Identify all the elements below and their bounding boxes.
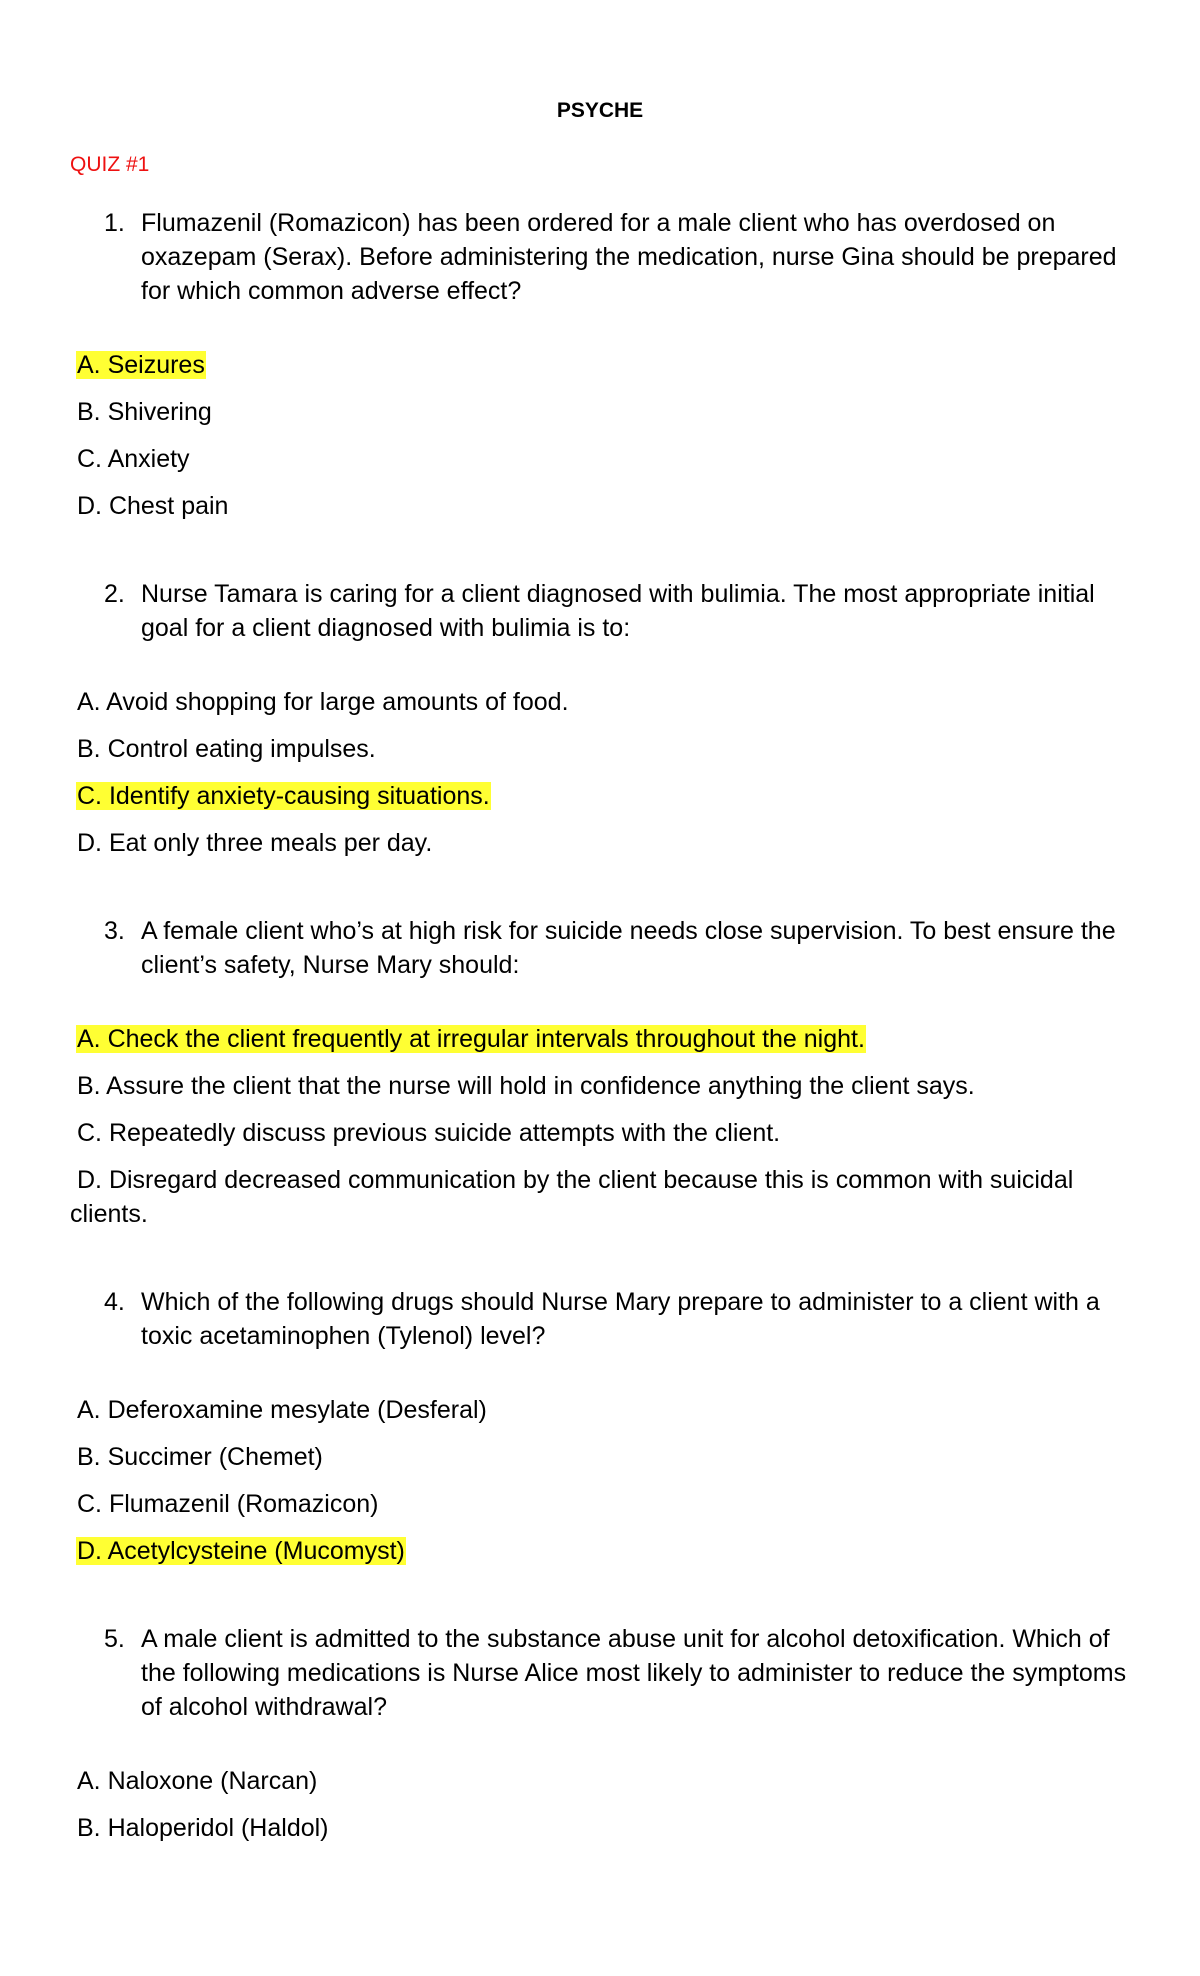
question-number: 1. bbox=[104, 209, 125, 237]
option-c bbox=[70, 1116, 1130, 1150]
option-text: C. Repeatedly discuss previous suicide attempts with the client. bbox=[77, 1119, 781, 1147]
option-text: C. Anxiety bbox=[77, 445, 190, 473]
question-number: 2. bbox=[104, 580, 125, 608]
option-text: C. Identify anxiety-causing situations. bbox=[77, 782, 490, 810]
question-number: 4. bbox=[104, 1288, 125, 1316]
option-text: A. Avoid shopping for large amounts of food. bbox=[77, 688, 569, 716]
option-text: A. Seizures bbox=[77, 351, 205, 379]
option-text: D. Acetylcysteine (Mucomyst) bbox=[77, 1537, 405, 1565]
question-number: 5. bbox=[104, 1625, 125, 1653]
option-b bbox=[70, 395, 1130, 429]
question-2 bbox=[70, 577, 1130, 645]
option-d bbox=[70, 1534, 1130, 1568]
option-b bbox=[70, 732, 1130, 766]
option-c bbox=[70, 442, 1130, 476]
option-text: B. Haloperidol (Haldol) bbox=[77, 1814, 329, 1842]
question-text: Nurse Tamara is caring for a client diagnosed with bulimia. The most appropriate initial goal for a client diagnosed with bulimia is to: bbox=[141, 580, 1095, 642]
question-text: A female client who’s at high risk for suicide needs close supervision. To best ensure the client’s safety, Nurse Mary should: bbox=[141, 917, 1116, 979]
option-b bbox=[70, 1069, 1130, 1103]
option-text: B. Assure the client that the nurse will hold in confidence anything the client says. bbox=[77, 1072, 975, 1100]
question-3-options bbox=[70, 1022, 1130, 1231]
option-c bbox=[70, 779, 1130, 813]
option-d bbox=[70, 826, 1130, 860]
question-2-options bbox=[70, 685, 1130, 860]
option-b bbox=[70, 1440, 1130, 1474]
option-text: A. Naloxone (Narcan) bbox=[77, 1767, 318, 1795]
option-c bbox=[70, 1487, 1130, 1521]
option-a bbox=[70, 1022, 1130, 1056]
question-1-options bbox=[70, 348, 1130, 523]
quiz-label: QUIZ #1 bbox=[70, 153, 150, 176]
question-5 bbox=[70, 1622, 1130, 1724]
question-number: 3. bbox=[104, 917, 125, 945]
option-text: D. Eat only three meals per day. bbox=[77, 829, 433, 857]
document-title: PSYCHE bbox=[556, 99, 644, 122]
option-text: D. Disregard decreased communication by the client because this is common with suicidal clients. bbox=[70, 1166, 1074, 1228]
question-5-options bbox=[70, 1764, 1130, 1845]
question-4-options bbox=[70, 1393, 1130, 1568]
option-text: C. Flumazenil (Romazicon) bbox=[77, 1490, 379, 1518]
question-3 bbox=[70, 914, 1130, 982]
option-d bbox=[70, 489, 1130, 523]
option-text: B. Control eating impulses. bbox=[77, 735, 376, 763]
question-1 bbox=[70, 206, 1130, 308]
option-text: A. Check the client frequently at irregular intervals throughout the night. bbox=[77, 1025, 865, 1053]
option-text: D. Chest pain bbox=[77, 492, 229, 520]
option-b bbox=[70, 1811, 1130, 1845]
question-text: A male client is admitted to the substance abuse unit for alcohol detoxification. Which of the following medications is Nurse Alice most likely to administer to reduce the symptoms of alcohol withdrawal? bbox=[141, 1625, 1127, 1721]
option-a bbox=[70, 1764, 1130, 1798]
option-a bbox=[70, 348, 1130, 382]
option-a bbox=[70, 685, 1130, 719]
option-d bbox=[70, 1163, 1130, 1231]
option-a bbox=[70, 1393, 1130, 1427]
option-text: B. Succimer (Chemet) bbox=[77, 1443, 323, 1471]
question-text: Flumazenil (Romazicon) has been ordered for a male client who has overdosed on oxazepam (Serax). Before administering the medication, nurse Gina should be prepared for which common adverse effect? bbox=[141, 209, 1117, 305]
option-text: B. Shivering bbox=[77, 398, 212, 426]
question-4 bbox=[70, 1285, 1130, 1353]
option-text: A. Deferoxamine mesylate (Desferal) bbox=[77, 1396, 487, 1424]
question-text: Which of the following drugs should Nurse Mary prepare to administer to a client with a toxic acetaminophen (Tylenol) level? bbox=[141, 1288, 1100, 1350]
